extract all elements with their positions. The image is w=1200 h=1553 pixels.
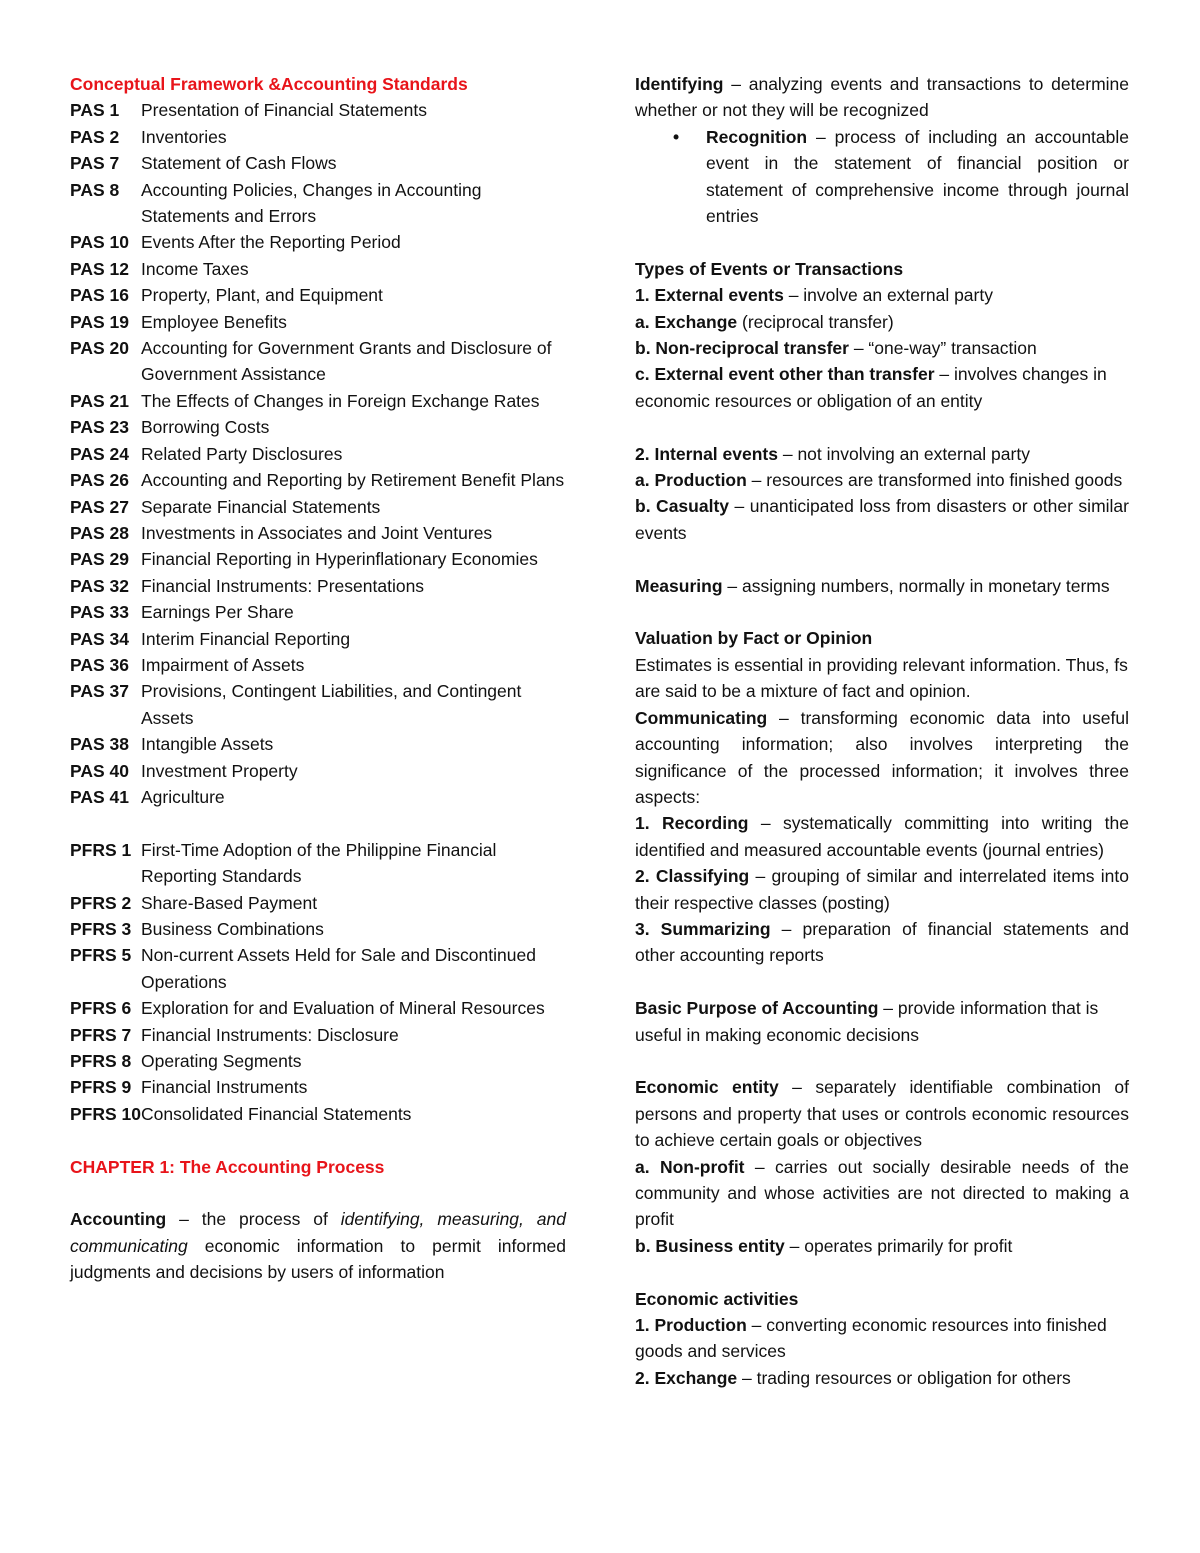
- pas-list: [70, 97, 566, 810]
- definition-text: – involves changes in economic resources or obligation of an entity: [635, 364, 1107, 411]
- pas-code: PAS 29: [70, 549, 130, 570]
- pas-title: Agriculture: [141, 786, 225, 807]
- non-profit: [635, 1154, 1129, 1233]
- term: 1. Production: [635, 1314, 747, 1335]
- pas-title: Property, Plant, and Equipment: [141, 285, 383, 306]
- definition-text: economic information to permit informed judgments and decisions by users of information: [70, 1235, 566, 1283]
- term: a. Exchange: [635, 311, 738, 332]
- pas-row: [70, 573, 566, 599]
- pas-code: PAS 23: [70, 417, 130, 438]
- pas-row: [70, 494, 566, 520]
- pfrs-title: Non-current Assets Held for Sale and Discontinued Operations: [141, 945, 536, 992]
- valuation-heading: Valuation by Fact or Opinion: [635, 628, 873, 649]
- pas-row: [70, 229, 566, 255]
- summarizing: [635, 916, 1129, 969]
- pas-title: Accounting Policies, Changes in Accounting Statements and Errors: [141, 179, 482, 227]
- pas-row: [70, 97, 566, 123]
- pas-row: [70, 626, 566, 652]
- activity-exchange: [635, 1365, 1129, 1391]
- pfrs-code: PFRS 2: [70, 892, 132, 913]
- definition-text: – analyzing events and transactions to determine whether or not they will be recognized: [635, 74, 1129, 121]
- pas-code: PAS 40: [70, 760, 130, 781]
- pfrs-row: [70, 1048, 566, 1074]
- pas-row: [70, 309, 566, 335]
- pfrs-title: Consolidated Financial Statements: [141, 1103, 412, 1124]
- pas-title: Earnings Per Share: [141, 602, 294, 623]
- pfrs-code: PFRS 7: [70, 1024, 132, 1045]
- pas-title: Income Taxes: [141, 258, 249, 279]
- pfrs-list: [70, 837, 566, 1127]
- definition-text: – the process of: [166, 1209, 341, 1230]
- pas-code: PAS 34: [70, 628, 130, 649]
- pas-row: [70, 124, 566, 150]
- external-events: [635, 282, 1129, 308]
- activity-production: [635, 1312, 1129, 1365]
- pas-title: Accounting for Government Grants and Disclosure of Government Assistance: [141, 338, 552, 385]
- basic-purpose: [635, 995, 1129, 1048]
- definition-text: – involve an external party: [783, 285, 993, 306]
- term: Recognition: [706, 126, 808, 147]
- pas-title: Investment Property: [141, 760, 298, 781]
- term: 2. Classifying: [635, 866, 750, 887]
- pas-row: [70, 784, 566, 810]
- pas-title: Employee Benefits: [141, 311, 287, 332]
- pfrs-code: PFRS 8: [70, 1051, 132, 1072]
- recognition-definition: [706, 124, 1129, 230]
- pas-title: Separate Financial Statements: [141, 496, 381, 517]
- pas-code: PAS 32: [70, 575, 130, 596]
- exchange: [635, 309, 1129, 335]
- pas-row: [70, 441, 566, 467]
- economic-entity: [635, 1074, 1129, 1153]
- measuring-definition: [635, 573, 1129, 599]
- term: b. Non-reciprocal transfer: [635, 338, 849, 359]
- definition-text: – systematically committing into writing the identified and measured accountable events (journal entries): [635, 813, 1129, 860]
- identifying-definition: [635, 71, 1129, 124]
- definition-text: – “one-way” transaction: [848, 338, 1037, 359]
- pfrs-code: PFRS 3: [70, 918, 132, 939]
- term: Communicating: [635, 707, 768, 728]
- pas-row: [70, 388, 566, 414]
- italic-text: identifying, measuring, and communicating: [70, 1209, 567, 1256]
- term: Identifying: [635, 74, 724, 94]
- term: a. Production: [635, 470, 747, 491]
- definition-text: – separately identifiable combination of persons and property that uses or controls economic resources to achieve certain goals or objectives: [635, 1077, 1129, 1151]
- pas-row: [70, 546, 566, 572]
- activities-heading: Economic activities: [635, 1288, 799, 1309]
- pfrs-row: [70, 1074, 566, 1100]
- pas-title: Borrowing Costs: [141, 417, 270, 438]
- pas-code: PAS 8: [70, 179, 120, 200]
- business-entity: [635, 1233, 1129, 1259]
- pfrs-title: Business Combinations: [141, 918, 324, 939]
- types-heading: Types of Events or Transactions: [635, 258, 904, 279]
- term: 1. Recording: [635, 813, 749, 834]
- term: 2. Exchange: [635, 1367, 738, 1388]
- definition-text: – provide information that is useful in making economic decisions: [635, 998, 1099, 1045]
- term: Basic Purpose of Accounting: [635, 998, 879, 1019]
- definition-text: – resources are transformed into finished goods: [746, 470, 1123, 491]
- pfrs-code: PFRS 6: [70, 998, 132, 1019]
- pas-code: PAS 37: [70, 681, 130, 702]
- term: a. Non-profit: [635, 1156, 745, 1177]
- definition-text: – unanticipated loss from disasters or other similar events: [635, 496, 1129, 543]
- term: 2. Internal events: [635, 443, 778, 464]
- definition-text: – trading resources or obligation for others: [737, 1367, 1071, 1388]
- pas-row: [70, 177, 566, 230]
- term: Accounting: [70, 1209, 167, 1230]
- pfrs-title: Financial Instruments: Disclosure: [141, 1024, 399, 1045]
- classifying: [635, 863, 1129, 916]
- chapter-heading: CHAPTER 1: The Accounting Process: [70, 1156, 385, 1177]
- pas-row: [70, 335, 566, 388]
- pfrs-row: [70, 890, 566, 916]
- pas-code: PAS 33: [70, 602, 130, 623]
- definition-text: – converting economic resources into finished goods and services: [635, 1314, 1107, 1362]
- pfrs-code: PFRS 5: [70, 945, 132, 966]
- pas-title: Investments in Associates and Joint Ventures: [141, 522, 493, 543]
- definition-text: – operates primarily for profit: [784, 1235, 1013, 1256]
- pas-title: Provisions, Contingent Liabilities, and Contingent Assets: [141, 681, 522, 728]
- pfrs-title: First-Time Adoption of the Philippine Financial Reporting Standards: [141, 839, 497, 887]
- term: b. Casualty: [635, 496, 729, 517]
- term: Measuring: [635, 575, 723, 596]
- pas-code: PAS 2: [70, 126, 120, 147]
- pas-code: PAS 20: [70, 338, 130, 359]
- term: 3. Summarizing: [635, 918, 771, 939]
- definition-text: – not involving an external party: [777, 443, 1030, 464]
- pas-row: [70, 467, 566, 493]
- pfrs-code: PFRS 10: [70, 1103, 141, 1124]
- definition-text: – carries out socially desirable needs of the community and whose activities are not directed to making a profit: [635, 1156, 1129, 1230]
- pas-title: Related Party Disclosures: [141, 443, 343, 464]
- pas-row: [70, 520, 566, 546]
- pfrs-row: [70, 995, 566, 1021]
- pas-row: [70, 731, 566, 757]
- pas-code: PAS 28: [70, 522, 130, 543]
- pas-code: PAS 24: [70, 443, 130, 464]
- right-column: [635, 71, 1129, 1391]
- pas-row: [70, 150, 566, 176]
- pas-title: Statement of Cash Flows: [141, 153, 337, 174]
- pas-title: Events After the Reporting Period: [141, 232, 401, 253]
- pas-title: The Effects of Changes in Foreign Exchange Rates: [141, 390, 540, 411]
- pas-row: [70, 678, 566, 731]
- definition-text: – transforming economic data into useful accounting information; also involves interpreting the significance of the processed information; it involves three aspects:: [635, 707, 1129, 807]
- external-event-other: [635, 361, 1129, 414]
- pas-code: PAS 10: [70, 232, 130, 253]
- definition-text: (reciprocal transfer): [737, 311, 894, 332]
- definition-text: – process of including an accountable event in the statement of financial position or statement of comprehensive income through journal entries: [706, 126, 1129, 227]
- pas-row: [70, 758, 566, 784]
- valuation-text: Estimates is essential in providing relevant information. Thus, fs are said to be a mixture of fact and opinion.: [635, 654, 1128, 702]
- non-reciprocal-transfer: [635, 335, 1129, 361]
- recording: [635, 810, 1129, 863]
- left-column: [70, 71, 566, 1286]
- pfrs-code: PFRS 9: [70, 1077, 132, 1098]
- production: [635, 467, 1129, 493]
- term: c. External event other than transfer: [635, 364, 935, 385]
- term: b. Business entity: [635, 1235, 785, 1256]
- casualty: [635, 493, 1129, 546]
- pas-code: PAS 12: [70, 258, 130, 279]
- pfrs-title: Financial Instruments: [141, 1077, 308, 1098]
- pas-title: Inventories: [141, 126, 227, 147]
- pas-code: PAS 27: [70, 496, 130, 517]
- pfrs-row: [70, 916, 566, 942]
- pas-title: Interim Financial Reporting: [141, 628, 351, 649]
- pfrs-title: Exploration for and Evaluation of Mineral Resources: [141, 998, 545, 1019]
- pas-code: PAS 26: [70, 470, 130, 491]
- pas-code: PAS 7: [70, 153, 120, 174]
- pas-title: Impairment of Assets: [141, 654, 305, 675]
- pas-code: PAS 1: [70, 100, 120, 121]
- pfrs-title: Share-Based Payment: [141, 892, 318, 913]
- definition-text: – preparation of financial statements and other accounting reports: [635, 918, 1129, 966]
- pas-code: PAS 19: [70, 311, 130, 332]
- pas-title: Accounting and Reporting by Retirement Benefit Plans: [141, 470, 565, 491]
- pas-title: Presentation of Financial Statements: [141, 100, 427, 121]
- pas-code: PAS 16: [70, 285, 130, 306]
- recognition-bullet: [635, 124, 1129, 230]
- pas-row: [70, 256, 566, 282]
- term: 1. External events: [635, 285, 784, 306]
- internal-events: [635, 441, 1129, 467]
- term: Economic entity: [635, 1077, 779, 1098]
- pas-row: [70, 599, 566, 625]
- pfrs-row: [70, 1022, 566, 1048]
- pas-code: PAS 41: [70, 786, 130, 807]
- pas-row: [70, 652, 566, 678]
- definition-text: – assigning numbers, normally in monetary terms: [722, 575, 1110, 596]
- definition-text: – grouping of similar and interrelated items into their respective classes (posting): [635, 866, 1129, 913]
- pas-title: Financial Instruments: Presentations: [141, 575, 425, 596]
- pfrs-row: [70, 837, 566, 890]
- bullet-icon: •: [673, 126, 680, 147]
- pfrs-row: [70, 1101, 566, 1127]
- pas-title: Intangible Assets: [141, 734, 274, 755]
- pas-row: [70, 282, 566, 308]
- pas-title: Financial Reporting in Hyperinflationary Economies: [141, 549, 538, 570]
- pfrs-row: [70, 942, 566, 995]
- pas-code: PAS 21: [70, 390, 130, 411]
- pfrs-code: PFRS 1: [70, 839, 132, 860]
- framework-heading: Conceptual Framework &Accounting Standards: [70, 74, 468, 94]
- communicating-definition: [635, 705, 1129, 811]
- pas-code: PAS 36: [70, 654, 130, 675]
- accounting-definition: [70, 1206, 566, 1285]
- pas-row: [70, 414, 566, 440]
- pas-code: PAS 38: [70, 734, 130, 755]
- pfrs-title: Operating Segments: [141, 1051, 302, 1072]
